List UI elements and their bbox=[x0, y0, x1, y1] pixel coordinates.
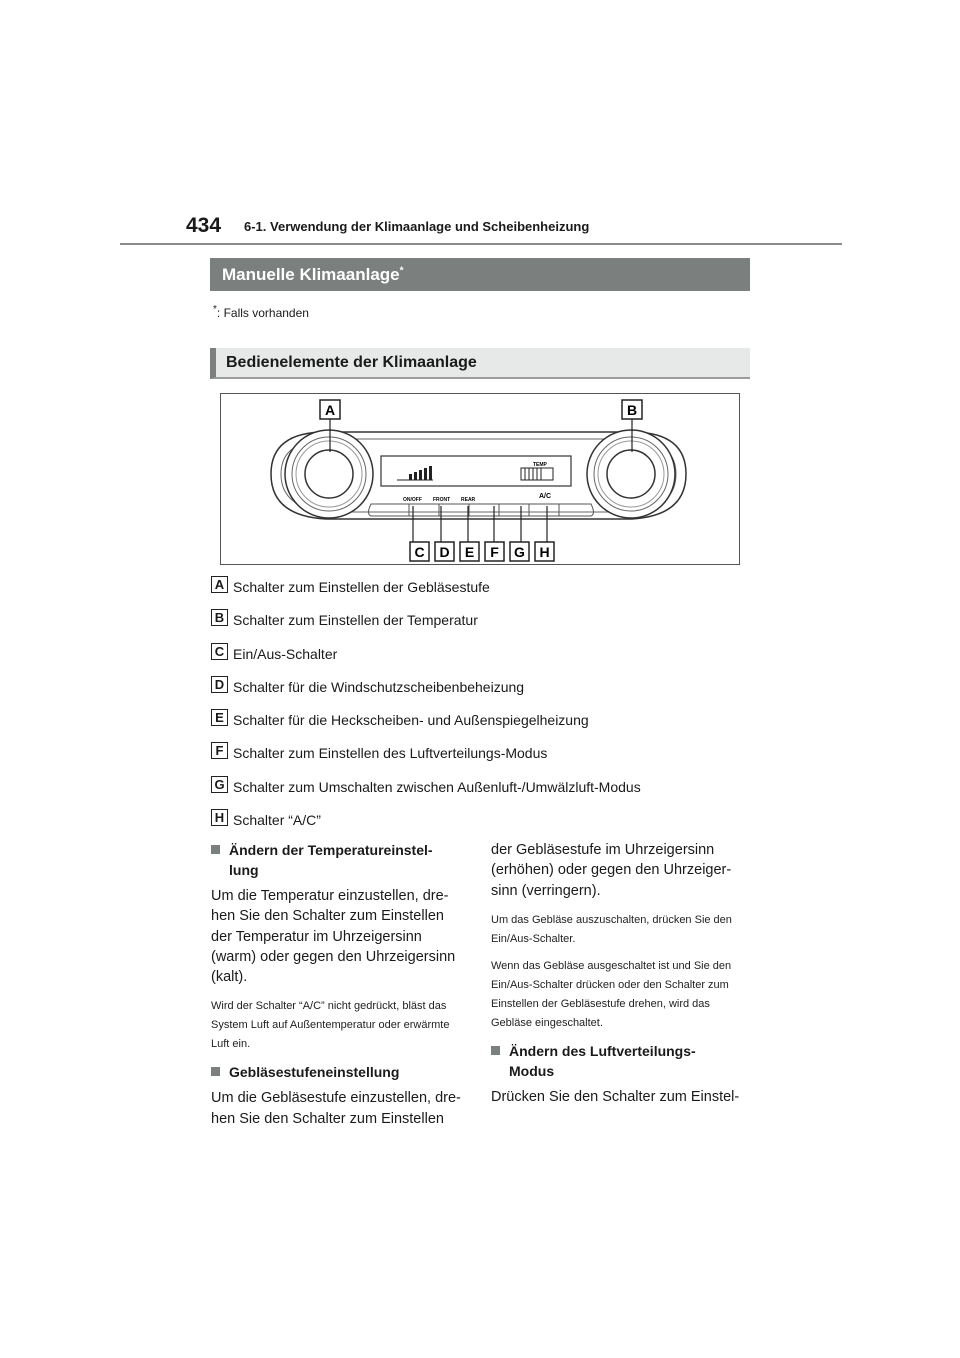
onoff-label: ON/OFF bbox=[403, 497, 422, 503]
header-rule bbox=[120, 243, 842, 245]
legend-letter: F bbox=[211, 742, 228, 759]
svg-text:B: B bbox=[626, 402, 638, 418]
legend-letter: E bbox=[211, 709, 228, 726]
legend-item bbox=[211, 676, 771, 709]
legend-item bbox=[211, 809, 771, 842]
legend-text: Schalter für die Windschutzscheibenbeheizung bbox=[233, 678, 525, 695]
legend-item bbox=[211, 643, 771, 676]
fan-speed-heading-text: Gebläsestufeneinstellung bbox=[229, 1064, 400, 1081]
square-bullet-icon bbox=[211, 845, 220, 854]
ac-label: A/C bbox=[539, 493, 552, 500]
fan-speed-paragraph: Um die Gebläsestufe einzustellen, dre-hen Sie den Schalter zum Einstellen bbox=[211, 1090, 461, 1127]
temperature-paragraph: Um die Temperatur einzustellen, dre-hen Sie den Schalter zum Einstellen der Temperatur im Uhrzeigersinn (warm) oder gegen den Uhrzeigersinn (kalt). bbox=[211, 888, 456, 986]
climate-panel-illustration bbox=[221, 394, 741, 566]
fan-on-note: Wenn das Gebläse ausgeschaltet ist und Sie den Ein/Aus-Schalter drücken oder den Schalter zum Einstellen der Gebläsestufe drehen, wird das Gebläse eingeschaltet. bbox=[491, 959, 732, 1029]
air-distribution-heading bbox=[491, 1041, 741, 1081]
legend-item bbox=[211, 709, 771, 742]
fan-off-note: Um das Gebläse auszuschalten, drücken Sie den Ein/Aus-Schalter. bbox=[491, 913, 732, 945]
square-bullet-icon bbox=[211, 1067, 220, 1076]
footnote-mark: * bbox=[213, 304, 217, 315]
svg-text:A: A bbox=[324, 402, 336, 418]
temperature-note: Wird der Schalter “A/C” nicht gedrückt, bläst das System Luft auf Außentemperatur oder erwärmte Luft ein. bbox=[211, 1000, 450, 1051]
fan-speed-heading bbox=[211, 1062, 461, 1082]
svg-text:G: G bbox=[514, 544, 525, 560]
legend-item bbox=[211, 742, 771, 775]
display-window bbox=[381, 456, 571, 486]
legend-item bbox=[211, 609, 771, 642]
legend-text: Schalter zum Einstellen der Temperatur bbox=[233, 612, 478, 629]
section-title-mark: * bbox=[399, 265, 404, 277]
temperature-heading bbox=[211, 840, 461, 880]
legend-text: Schalter zum Einstellen der Gebläsestufe bbox=[233, 579, 490, 595]
left-column bbox=[211, 840, 461, 1139]
air-distribution-heading-text: Ändern des Luftverteilungs- Modus bbox=[509, 1042, 696, 1079]
rear-label: REAR bbox=[461, 497, 476, 503]
legend-item bbox=[211, 576, 771, 609]
climate-control-figure bbox=[220, 393, 740, 565]
svg-text:H: H bbox=[539, 544, 550, 560]
page-number: 434 bbox=[186, 214, 222, 237]
subsection-banner: Bedienelemente der Klimaanlage bbox=[210, 348, 750, 379]
fan-speed-paragraph-continued: der Gebläsestufe im Uhrzeigersinn (erhöhen) oder gegen den Uhrzeiger-sinn (verringern). bbox=[491, 842, 732, 899]
svg-text:E: E bbox=[464, 544, 475, 560]
temp-label: TEMP bbox=[533, 462, 547, 468]
svg-text:F: F bbox=[490, 544, 499, 560]
legend-letter: C bbox=[211, 643, 228, 660]
front-label: FRONT bbox=[433, 497, 451, 503]
square-bullet-icon bbox=[491, 1046, 500, 1055]
svg-text:C: C bbox=[414, 544, 425, 560]
legend-text: Schalter “A/C” bbox=[233, 812, 321, 829]
legend-letter: D bbox=[211, 676, 228, 693]
legend-letter: G bbox=[211, 776, 228, 793]
footnote-text: : Falls vorhanden bbox=[216, 306, 309, 320]
right-column bbox=[491, 840, 741, 1117]
legend-text: Schalter für die Heckscheiben- und Außenspiegelheizung bbox=[233, 712, 589, 729]
temperature-heading-text: Ändern der Temperatureinstel- lung bbox=[229, 842, 433, 878]
legend-list bbox=[211, 576, 771, 842]
section-title: Manuelle Klimaanlage bbox=[222, 265, 400, 284]
legend-letter: A bbox=[211, 576, 228, 593]
fan-speed-knob bbox=[285, 430, 373, 518]
chapter-title: 6-1. Verwendung der Klimaanlage und Scheibenheizung bbox=[244, 219, 590, 234]
temperature-knob bbox=[587, 430, 675, 518]
legend-text: Schalter zum Umschalten zwischen Außenluft-/Umwälzluft-Modus bbox=[233, 778, 641, 795]
section-banner bbox=[210, 258, 750, 291]
svg-text:D: D bbox=[439, 544, 450, 560]
legend-item bbox=[211, 776, 771, 809]
legend-letter: H bbox=[211, 809, 228, 826]
legend-text: Schalter zum Einstellen des Luftverteilungs-Modus bbox=[233, 745, 548, 762]
air-distribution-paragraph: Drücken Sie den Schalter zum Einstel- bbox=[491, 1088, 740, 1105]
footnote bbox=[213, 304, 309, 320]
legend-text: Ein/Aus-Schalter bbox=[233, 645, 338, 662]
legend-letter: B bbox=[211, 609, 228, 626]
